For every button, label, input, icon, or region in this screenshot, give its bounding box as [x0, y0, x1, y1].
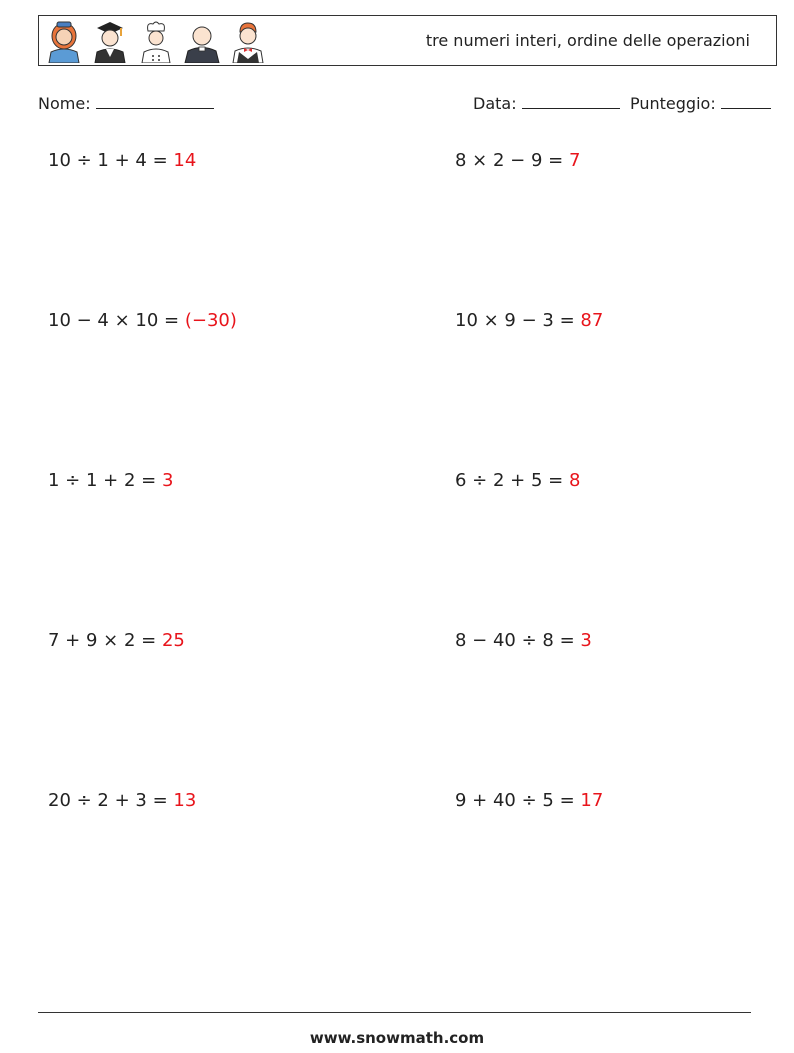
score-blank[interactable] — [721, 94, 771, 109]
problem-answer: 87 — [580, 310, 604, 331]
problem-3 — [48, 310, 237, 331]
problem-4 — [455, 310, 603, 331]
problem-1 — [48, 150, 196, 171]
date-label: Data: — [473, 94, 517, 113]
date-field — [473, 94, 620, 113]
name-field — [38, 94, 214, 113]
problem-answer: 25 — [161, 630, 185, 651]
score-label: Punteggio: — [630, 94, 716, 113]
waiter-icon — [229, 19, 267, 63]
problem-expression: 10 − 4 × 10 = — [48, 310, 185, 331]
problem-expression: 8 − 40 ÷ 8 = — [455, 630, 581, 651]
problem-answer: 3 — [161, 470, 174, 491]
problem-expression: 8 × 2 − 9 = — [455, 150, 569, 171]
problem-expression: 10 ÷ 1 + 4 = — [48, 150, 174, 171]
problem-8 — [455, 630, 592, 651]
problem-expression: 9 + 40 ÷ 5 = — [455, 790, 581, 811]
name-label: Nome: — [38, 94, 91, 113]
problem-6 — [455, 470, 580, 491]
chef-icon — [137, 19, 175, 63]
problem-expression: 6 ÷ 2 + 5 = — [455, 470, 569, 491]
problem-answer: 13 — [173, 790, 197, 811]
problem-9 — [48, 790, 196, 811]
problem-answer: 3 — [580, 630, 592, 651]
problem-7 — [48, 630, 185, 651]
priest-icon — [183, 19, 221, 63]
worksheet-title: tre numeri interi, ordine delle operazioni — [425, 31, 750, 50]
footer-site-link[interactable]: www.snowmath.com — [309, 1029, 485, 1047]
problem-answer: 14 — [173, 150, 197, 171]
header-box — [38, 15, 777, 66]
problem-expression: 20 ÷ 2 + 3 = — [48, 790, 174, 811]
problem-answer: (−30) — [184, 310, 237, 331]
graduate-icon — [91, 19, 129, 63]
problem-10 — [455, 790, 603, 811]
problem-expression: 1 ÷ 1 + 2 = — [48, 470, 162, 491]
score-field — [630, 94, 771, 113]
problem-expression: 7 + 9 × 2 = — [48, 630, 162, 651]
flight-attendant-icon — [45, 19, 83, 63]
problem-expression: 10 × 9 − 3 = — [455, 310, 581, 331]
footer-divider — [38, 1012, 751, 1013]
problem-answer: 8 — [568, 470, 581, 491]
problem-2 — [455, 150, 580, 171]
date-blank[interactable] — [522, 94, 620, 109]
problem-answer: 7 — [568, 150, 581, 171]
name-blank[interactable] — [96, 94, 214, 109]
problem-5 — [48, 470, 173, 491]
problem-answer: 17 — [580, 790, 604, 811]
